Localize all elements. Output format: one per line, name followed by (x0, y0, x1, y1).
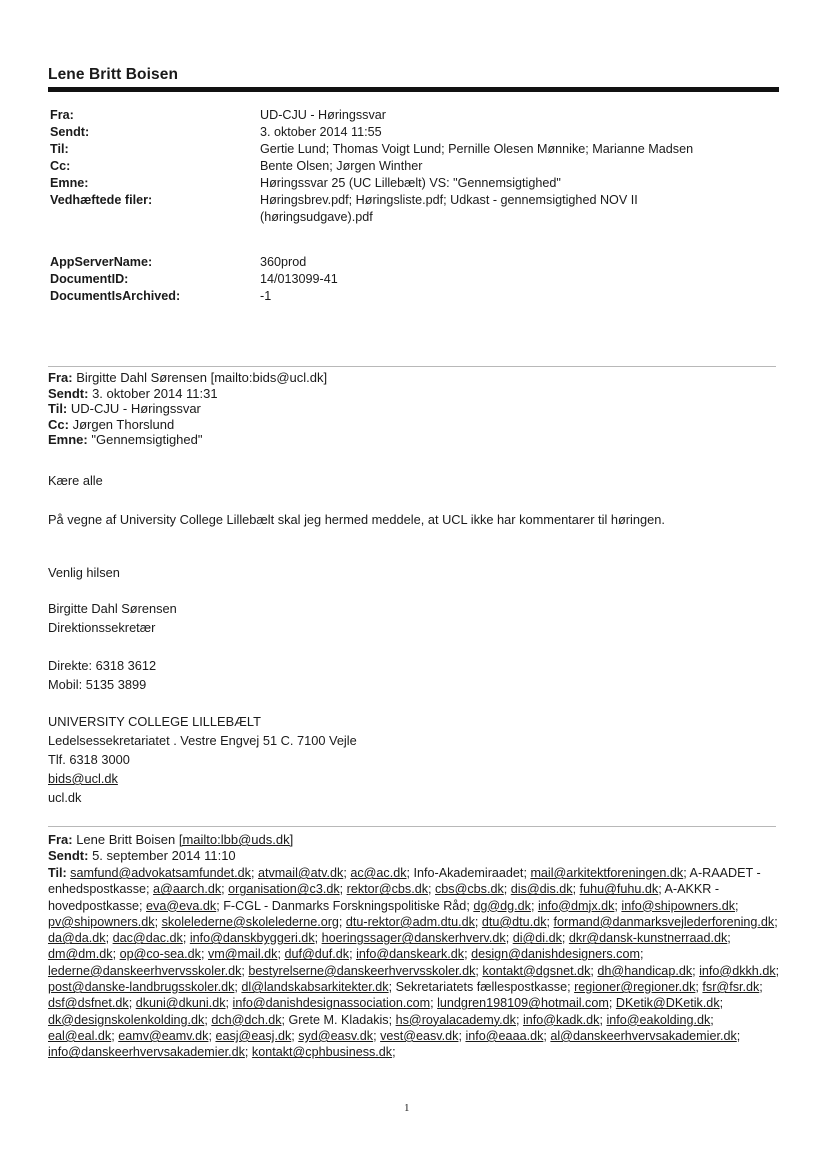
mail1-sent: Sendt: 3. oktober 2014 11:31 (48, 385, 218, 401)
recipient-email-link[interactable]: mail@arkitektforeningen.dk (530, 866, 684, 880)
recipient-name: F-CGL - Danmarks Forskningspolitiske Råd (223, 898, 467, 913)
recipient-email-link[interactable]: dtu@dtu.dk (481, 914, 547, 929)
mobile-phone: Mobil: 5135 3899 (48, 677, 147, 692)
recipient-email-link[interactable]: kontakt@dgsnet.dk (482, 963, 591, 978)
recipient-email-link[interactable]: hoeringssager@danskerhverv.dk (321, 931, 506, 946)
meta-value: Gertie Lund; Thomas Voigt Lund; Pernille Olesen Mønnike; Marianne Madsen (260, 142, 694, 156)
recipient-email-link[interactable]: di@di.dk (512, 931, 562, 946)
mailto-link[interactable]: [mailto:lbb@uds.dk] (178, 832, 294, 847)
recipient-email-link[interactable]: eva@eva.dk (146, 898, 217, 913)
app-meta-value: -1 (260, 289, 272, 303)
mail1-phones (48, 656, 156, 694)
mail1-closing: Venlig hilsen (48, 565, 120, 580)
recipient-email-link[interactable]: dtu-rektor@adm.dtu.dk (345, 914, 475, 929)
recipient-email-link[interactable]: organisation@c3.dk (228, 882, 340, 897)
recipient-email-link[interactable]: skolelederne@skolelederne.org (161, 914, 339, 929)
recipient-email-link[interactable]: a@aarch.dk (153, 882, 222, 897)
mail1-subject: Emne: "Gennemsigtighed" (48, 432, 203, 447)
meta-label: Sendt: (50, 125, 90, 139)
recipient-email-link[interactable]: samfund@advokatsamfundet.dk (70, 866, 251, 880)
recipient-email-link[interactable]: dh@handicap.dk (597, 963, 693, 978)
recipient-email-link[interactable]: cbs@cbs.dk (435, 882, 504, 897)
recipient-email-link[interactable]: dis@dis.dk (510, 882, 573, 897)
recipient-email-link[interactable]: fuhu@fuhu.dk (579, 882, 659, 897)
meta-value: Høringssvar 25 (UC Lillebælt) VS: "Gennemsigtighed" (260, 176, 561, 190)
recipient-email-link[interactable]: al@danskeerhvervsakademier.dk (550, 1028, 737, 1043)
meta-value: Høringsbrev.pdf; Høringsliste.pdf; Udkast - gennemsigtighed NOV II (høringsudgave).pdf (260, 193, 638, 224)
recipient-email-link[interactable]: fsr@fsr.dk (702, 980, 760, 995)
recipient-email-link[interactable]: bestyrelserne@danskeerhvervsskoler.dk (248, 963, 476, 978)
app-metadata (50, 254, 740, 305)
recipient-email-link[interactable]: duf@duf.dk (284, 947, 350, 962)
signature-name: Birgitte Dahl Sørensen (48, 601, 177, 616)
mail1-header (48, 370, 327, 448)
website-text: ucl.dk (48, 790, 82, 805)
recipient-name: Grete M. Kladakis (288, 1012, 389, 1027)
recipient-email-link[interactable]: dac@dac.dk (112, 931, 183, 946)
app-meta-value: 360prod (260, 255, 307, 269)
recipient-email-link[interactable]: dkuni@dkuni.dk (135, 996, 226, 1011)
mail2-from: Fra: Lene Britt Boisen [mailto:lbb@uds.dk] (48, 832, 294, 847)
mail1-to: Til: UD-CJU - Høringssvar (48, 401, 201, 416)
recipient-email-link[interactable]: pv@shipowners.dk (48, 914, 155, 929)
meta-value: Bente Olsen; Jørgen Winther (260, 159, 423, 173)
recipient-email-link[interactable]: dch@dch.dk (211, 1012, 282, 1027)
meta-row (50, 141, 740, 158)
separator-line (48, 826, 776, 827)
app-meta-label: DocumentIsArchived: (50, 289, 181, 303)
mail1-signature (48, 599, 177, 637)
mail1-org-block (48, 712, 357, 807)
app-meta-value: 14/013099-41 (260, 272, 338, 286)
recipient-email-link[interactable]: eal@eal.dk (48, 1028, 112, 1043)
recipient-email-link[interactable]: rektor@cbs.dk (346, 882, 428, 897)
email-link[interactable]: bids@ucl.dk (48, 771, 118, 786)
mail2-sent: Sendt: 5. september 2014 11:10 (48, 847, 236, 863)
meta-row (50, 175, 740, 192)
recipient-email-link[interactable]: formand@danmarksvejlederforening.dk (553, 914, 775, 929)
recipient-email-link[interactable]: info@eakolding.dk (606, 1012, 711, 1027)
document-owner-name: Lene Britt Boisen (48, 66, 179, 83)
recipient-email-link[interactable]: info@danskeark.dk (356, 947, 465, 962)
meta-row (50, 124, 740, 141)
signature-title: Direktionssekretær (48, 620, 156, 635)
direct-phone: Direkte: 6318 3612 (48, 658, 157, 673)
app-meta-row (50, 254, 740, 271)
recipient-email-link[interactable]: kontakt@cphbusiness.dk (251, 1045, 393, 1060)
org-name: UNIVERSITY COLLEGE LILLEBÆLT (48, 714, 261, 729)
recipient-email-link[interactable]: lundgren198109@hotmail.com (437, 996, 609, 1011)
app-meta-row (50, 271, 740, 288)
recipient-email-link[interactable]: vm@mail.dk (207, 947, 278, 962)
meta-value: UD-CJU - Høringssvar (260, 108, 386, 122)
mail1-body: På vegne af University College Lillebælt skal jeg hermed meddele, at UCL ikke har kommentarer til høringen. (48, 512, 665, 527)
recipient-email-link[interactable]: dl@landskabsarkitekter.dk (241, 980, 389, 995)
recipient-email-link[interactable]: info@eaaa.dk (465, 1028, 544, 1043)
recipient-email-link[interactable]: info@kadk.dk (522, 1012, 600, 1027)
recipient-email-link[interactable]: atvmail@atv.dk (257, 866, 344, 880)
app-meta-label: AppServerName: (50, 255, 153, 269)
recipient-email-link[interactable]: info@shipowners.dk (621, 898, 736, 913)
recipient-email-link[interactable]: info@danskeerhvervsakademier.dk (48, 1045, 245, 1060)
recipient-email-link[interactable]: dsf@dsfnet.dk (48, 996, 129, 1011)
app-meta-label: DocumentID: (50, 272, 129, 286)
mail1-cc: Cc: Jørgen Thorslund (48, 416, 175, 432)
recipient-email-link[interactable]: eamv@eamv.dk (118, 1028, 209, 1043)
meta-label: Til: (50, 142, 69, 156)
header-rule (48, 87, 779, 92)
recipient-email-link[interactable]: syd@easv.dk (298, 1028, 374, 1043)
meta-row (50, 158, 740, 175)
meta-label: Vedhæftede filer: (50, 193, 153, 207)
recipient-email-link[interactable]: da@da.dk (48, 931, 106, 946)
recipient-email-link[interactable]: info@dmjx.dk (537, 898, 615, 913)
recipient-email-link[interactable]: info@danskbyggeri.dk (189, 931, 315, 946)
recipient-email-link[interactable]: vest@easv.dk (380, 1028, 459, 1043)
app-meta-row (50, 288, 740, 305)
recipient-email-link[interactable]: dg@dg.dk (473, 898, 531, 913)
recipient-email-link[interactable]: info@dkkh.dk (699, 963, 776, 978)
recipient-email-link[interactable]: op@co-sea.dk (119, 947, 201, 962)
mail1-greeting: Kære alle (48, 473, 103, 488)
recipient-email-link[interactable]: easj@easj.dk (215, 1028, 292, 1043)
meta-value: 3. oktober 2014 11:55 (260, 125, 382, 139)
org-phone: Tlf. 6318 3000 (48, 752, 130, 767)
meta-label: Emne: (50, 176, 89, 190)
recipient-email-link[interactable]: regioner@regioner.dk (574, 980, 696, 995)
mail2-header (48, 832, 293, 863)
recipient-email-link[interactable]: lederne@danskeerhvervsskoler.dk (48, 963, 242, 978)
recipient-email-link[interactable]: hs@royalacademy.dk (395, 1012, 516, 1027)
recipient-email-link[interactable]: DKetik@DKetik.dk (615, 996, 720, 1011)
recipient-email-link[interactable]: dk@designskolenkolding.dk (48, 1012, 205, 1027)
org-address: Ledelsessekretariatet . Vestre Engvej 51 C. 7100 Vejle (48, 733, 357, 748)
mail1-from: Fra: Birgitte Dahl Sørensen [mailto:bids@ucl.dk] (48, 370, 328, 385)
mail2-recipients: Til: samfund@advokatsamfundet.dk; atvmail@atv.dk; ac@ac.dk; Info-Akademiraadet; mail@arkitektforeningen.dk; A-RAADET - enhedspostkasse; a@aarch.dk; organisation@c3.dk; rektor@cbs.dk; cbs@cbs.dk; dis@dis.dk; fuhu@fuhu.dk; A-AKKR - hovedpostkasse; eva@eva.dk; F-CGL - Danmarks Forskningspolitiske Råd; dg@dg.dk; info@dmjx.dk; info@shipowners.dk; pv@shipowners.dk; skolelederne@skolelederne.org; dtu-rektor@adm.dtu.dk; dtu@dtu.dk; formand@danmarksvejlederforening.dk; da@da.dk; dac@dac.dk; info@danskbyggeri.dk; hoeringssager@danskerhverv.dk; di@di.dk; dkr@dansk-kunstnerraad.dk; dm@dm.dk; op@co-sea.dk; vm@mail.dk; duf@duf.dk; info@danskeark.dk; design@danishdesigners.com; lederne@danskeerhvervsskoler.dk; bestyrelserne@danskeerhvervsskoler.dk; kontakt@dgsnet.dk; dh@handicap.dk; info@dkkh.dk; post@danske-landbrugsskoler.dk; dl@landskabsarkitekter.dk; Sekretariatets fællespostkasse; regioner@regioner.dk; fsr@fsr.dk; dsf@dsfnet.dk; dkuni@dkuni.dk; info@danishdesignassociation.com; lundgren198109@hotmail.com; DKetik@DKetik.dk; dk@designskolenkolding.dk; dch@dch.dk; Grete M. Kladakis; hs@royalacademy.dk; info@kadk.dk; info@eakolding.dk; eal@eal.dk; eamv@eamv.dk; easj@easj.dk; syd@easv.dk; vest@easv.dk; info@eaaa.dk; al@danskeerhvervsakademier.dk; info@danskeerhvervsakademier.dk; kontakt@cphbusiness.dk; (48, 866, 780, 1060)
recipient-email-link[interactable]: ac@ac.dk (350, 866, 407, 880)
page-number: 1 (404, 1102, 410, 1114)
message-metadata (50, 107, 740, 226)
meta-label: Fra: (50, 108, 74, 122)
recipient-email-link[interactable]: info@danishdesignassociation.com (232, 996, 431, 1011)
recipient-email-link[interactable]: dkr@dansk-kunstnerraad.dk (568, 931, 728, 946)
recipient-email-link[interactable]: dm@dm.dk (48, 947, 113, 962)
recipient-name: Sekretariatets fællespostkasse (395, 980, 568, 995)
recipient-name: Info-Akademiraadet (413, 866, 524, 880)
meta-label: Cc: (50, 159, 71, 173)
meta-row (50, 192, 740, 226)
meta-row (50, 107, 740, 124)
recipient-email-link[interactable]: design@danishdesigners.com (471, 947, 640, 962)
separator-line (48, 366, 776, 367)
recipient-name: A-AKKR - hovedpostkasse (48, 882, 720, 913)
recipient-name: A-RAADET - enhedspostkasse (48, 866, 761, 897)
recipient-email-link[interactable]: post@danske-landbrugsskoler.dk (48, 980, 235, 995)
